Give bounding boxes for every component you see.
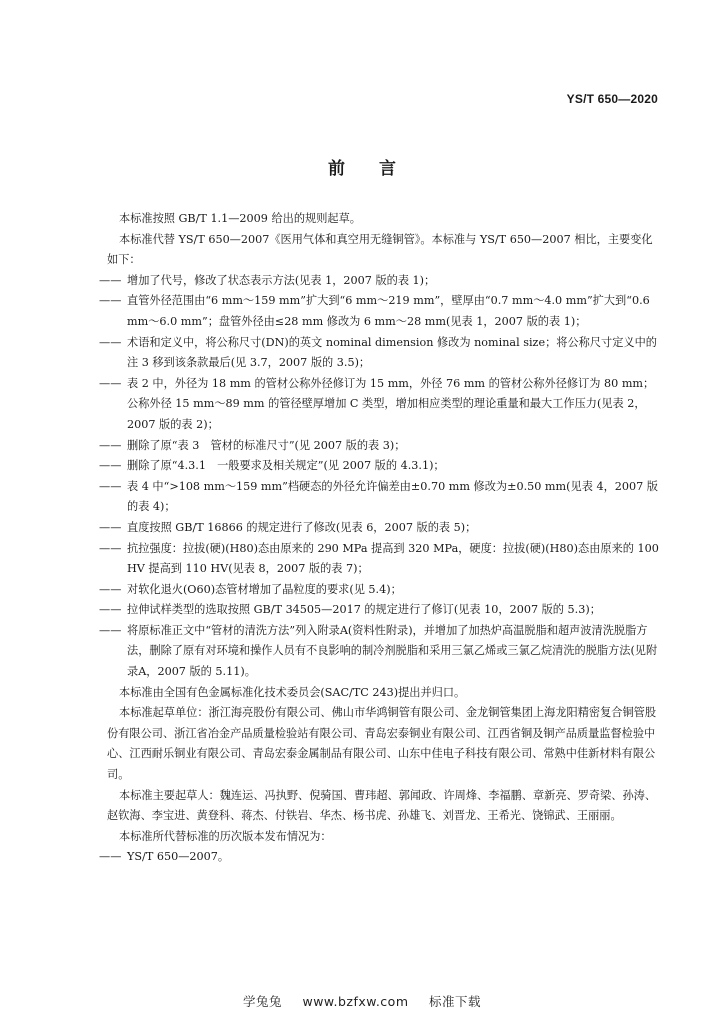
change-item: —— 直管外径范围由“6 mm～159 mm”扩大到“6 mm～219 mm”，壁厚由“0.7 mm～4.0 mm”扩大到“0.6 mm～6.0 mm”；盘管外径由≤28 mm 修改为 6 mm～28 mm(见表 1，2007 版的表 1)； [99,294,650,328]
closing-paragraph: 本标准起草单位：浙江海亮股份有限公司、佛山市华鸿铜管有限公司、金龙铜管集团上海龙阳精密复合铜管股份有限公司、浙江省冶金产品质量检验站有限公司、青岛宏泰铜业有限公司、江西省铜及铜产品质量监督检验中心、江西耐乐铜业有限公司、青岛宏泰金属制品有限公司、山东中佳电子科技有限公司、常熟中佳新材料有限公司。 [107,706,657,782]
change-item: —— 拉伸试样类型的选取按照 GB/T 34505—2017 的规定进行了修订(见表 10，2007 版的 5.3)； [99,603,601,617]
change-item: —— 将原标准正文中“管材的清洗方法”列入附录A(资料性附录)，并增加了加热炉高温脱脂和超声波清洗脱脂方法，删除了原有对环境和操作人员有不良影响的制冷剂脱脂和采用三氯乙烯或三氯乙烷清洗的脱脂方法(见附录A，2007 版的 5.11)。 [99,623,658,679]
change-item: —— 增加了代号，修改了状态表示方法(见表 1，2007 版的表 1)； [99,273,436,287]
history-item: —— YS/T 650—2007。 [99,850,230,864]
change-item: —— 抗拉强度：拉拔(硬)(H80)态由原来的 290 MPa 提高到 320 MPa，硬度：拉拔(硬)(H80)态由原来的 100 HV 提高到 110 HV(见表 8，2007 版的表 7)； [99,541,659,576]
page-title: 前言 [328,159,430,179]
closing-paragraph: 本标准由全国有色金属标准化技术委员会(SAC/TC 243)提出并归口。 [119,685,466,699]
footer-site-name: 学兔兔 [242,994,282,1009]
change-item: —— 删除了原“表 3 管材的标准尺寸”(见 2007 版的表 3)； [99,438,406,452]
change-item: —— 术语和定义中，将公称尺寸(DN)的英文 nominal dimension 修改为 nominal size；将公称尺寸定义中的注 3 移到该条款最后(见 3.7，2007 版的 3.5)； [99,335,657,370]
change-item: —— 表 4 中“>108 mm～159 mm”档硬态的外径允许偏差由±0.70 mm 修改为±0.50 mm(见表 4，2007 版的表 4)； [99,479,658,514]
change-item: —— 表 2 中，外径为 18 mm 的管材公称外径修订为 15 mm，外径 76 mm 的管材公称外径修订为 80 mm；公称外径 15 mm～89 mm 的管径壁厚增加 C 类型，增加相应类型的理论重量和最大工作压力(见表 2，2007 版的表 2)； [99,376,655,431]
change-item: —— 对软化退火(O60)态管材增加了晶粒度的要求(见 5.4)； [99,582,402,596]
footer-site-tag: 标准下载 [429,994,482,1009]
closing-paragraph: 本标准主要起草人：魏连运、冯执野、倪骑国、曹玮超、郭闻政、许周烽、李福鹏、章新亮、罗奇梁、孙涛、赵钦海、李宝进、黄登科、蒋杰、付铁岩、华杰、杨书虎、孙雄飞、刘晋龙、王希光、饶锦武、王丽丽。 [107,788,657,823]
change-item: —— 直度按照 GB/T 16866 的规定进行了修改(见表 6，2007 版的表 5)； [99,520,477,534]
intro-paragraph: 本标准按照 GB/T 1.1—2009 给出的规则起草。 [119,212,361,225]
footer-site-url[interactable]: www.bzfxw.com [302,994,409,1009]
page-footer [0,992,724,1010]
standard-code: YS/T 650—2020 [566,92,658,106]
intro-paragraph: 本标准代替 YS/T 650—2007《医用气体和真空用无缝铜管》。本标准与 YS/T 650—2007 相比，主要变化如下： [107,232,653,267]
closing-paragraph: 本标准所代替标准的历次版本发布情况为： [119,829,332,843]
document-body [99,209,662,868]
change-item: —— 删除了原“4.3.1 一般要求及相关规定”(见 2007 版的 4.3.1)； [99,459,445,473]
